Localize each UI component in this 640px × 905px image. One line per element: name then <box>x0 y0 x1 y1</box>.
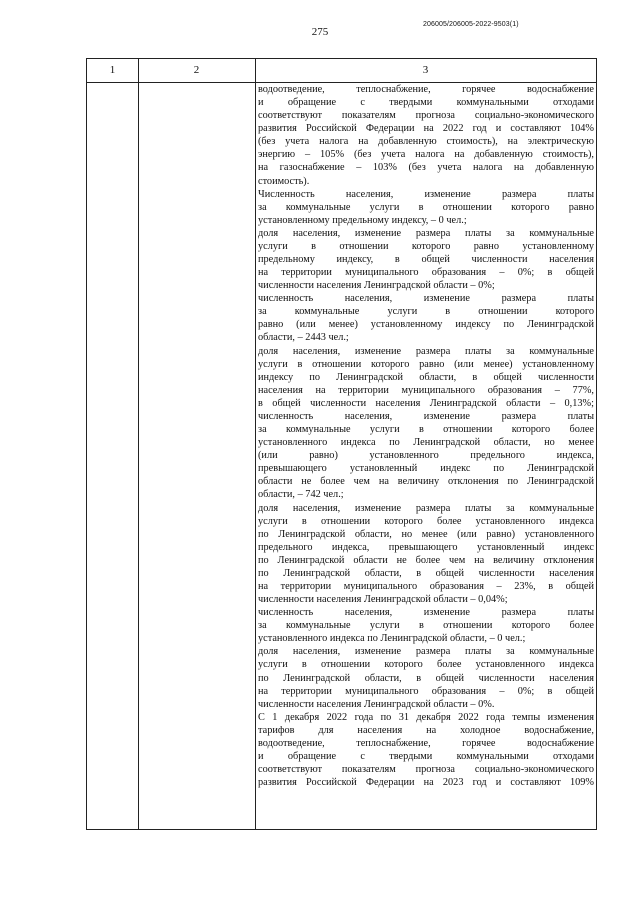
text-line: области, – 2443 чел.; <box>258 332 349 344</box>
text-line: установленного индекса по Ленинградской области, – 0 чел.; <box>258 633 526 645</box>
document-id: 206005/206005-2022-9503(1) <box>423 21 519 28</box>
text-line: на территории муниципального образования – 0%; в общей <box>258 267 594 279</box>
text-line: доля населения, изменение размера платы за коммунальные <box>258 227 594 239</box>
text-line: Численность населения, изменение размера платы <box>258 188 594 200</box>
text-line: на территории муниципального образования – 0%; в общей <box>258 685 594 697</box>
column-header-3: 3 <box>422 64 429 76</box>
text-line: численность населения, изменение размера платы <box>258 607 594 619</box>
text-line: услуги в отношении которого равно установленному <box>258 240 594 252</box>
text-line: за коммунальные услуги в отношении которого более <box>258 424 594 436</box>
page-number: 275 <box>311 26 329 38</box>
text-line: доля населения, изменение размера платы за коммунальные <box>258 502 594 514</box>
text-line: развития Российской Федерации на 2023 год и составляют 109% <box>258 777 594 789</box>
text-line: водоотведение, теплоснабжение, горячее водоснабжение <box>258 737 594 749</box>
text-line: численности населения Ленинградской области – 0,04%; <box>258 594 508 606</box>
text-line: развития Российской Федерации на 2022 год и составляют 104% <box>258 123 594 135</box>
text-line: доля населения, изменение размера платы за коммунальные <box>258 345 594 357</box>
text-line: соответствуют показателям прогноза социально-экономического <box>258 110 594 122</box>
column-header-2: 2 <box>193 64 200 76</box>
text-line: численность населения, изменение размера платы <box>258 293 594 305</box>
text-line: предельному индексу, в общей численности населения <box>258 254 594 266</box>
text-line: по Ленинградской области не более чем на величину отклонения <box>258 554 594 566</box>
text-line: численности населения Ленинградской области – 0%; <box>258 280 495 292</box>
text-line: индексу по Ленинградской области, в общей численности <box>258 371 594 383</box>
text-line: численность населения, изменение размера платы <box>258 410 594 422</box>
text-line: области, – 742 чел.; <box>258 489 344 501</box>
text-line: области не более чем на величину отклонения по Ленинградской <box>258 476 594 488</box>
text-line: в общей численности населения Ленинградской области – 0,13%; <box>258 397 594 409</box>
text-line: и обращение с твердыми коммунальными отходами <box>258 97 594 109</box>
column-header-1: 1 <box>109 64 116 76</box>
text-line: по Ленинградской области, в общей численности населения <box>258 672 594 684</box>
text-line: (или равно) установленного предельного индекса, <box>258 450 594 462</box>
text-line: доля населения, изменение размера платы за коммунальные <box>258 646 594 658</box>
text-line: услуги в отношении которого равно (или менее) установленному <box>258 358 594 370</box>
text-line: соответствуют показателям прогноза социально-экономического <box>258 764 594 776</box>
text-line: стоимость). <box>258 175 310 187</box>
text-line: превышающего установленный индекс по Ленинградской <box>258 463 594 475</box>
text-line: и обращение с твердыми коммунальными отходами <box>258 750 594 762</box>
text-line: энергию – 105% (без учета налога на добавленную стоимость), <box>258 149 594 161</box>
text-line: населения на территории муниципального образования – 77%, <box>258 384 594 396</box>
column-divider <box>255 59 256 829</box>
content-table <box>86 58 597 830</box>
text-line: по Ленинградской области, но менее (или равно) установленного <box>258 528 594 540</box>
text-line: С 1 декабря 2022 года по 31 декабря 2022 года темпы изменения <box>258 711 594 723</box>
text-line: численности населения Ленинградской области – 0%. <box>258 698 495 710</box>
text-line: за коммунальные услуги в отношении которого более <box>258 620 594 632</box>
text-line: установленному предельному индексу, – 0 чел.; <box>258 214 467 226</box>
text-line: за коммунальные услуги в отношении которого равно <box>258 201 594 213</box>
text-line: за коммунальные услуги в отношении которого <box>258 306 594 318</box>
text-line: установленного индекса по Ленинградской области, но менее <box>258 437 594 449</box>
text-line: (без учета налога на добавленную стоимость), на электрическую <box>258 136 594 148</box>
text-line: предельного индекса, превышающего установленный индекс <box>258 541 594 553</box>
table-header-row <box>87 59 596 83</box>
text-line: услуги в отношении которого более установленного индекса <box>258 659 594 671</box>
text-line: по Ленинградской области, в общей численности населения <box>258 567 594 579</box>
text-line: равно (или менее) установленному индексу по Ленинградской <box>258 319 594 331</box>
text-line: на территории муниципального образования – 23%, в общей <box>258 580 594 592</box>
column-3-text <box>258 83 594 789</box>
text-line: тарифов для населения на холодное водоснабжение, <box>258 724 594 736</box>
text-line: услуги в отношении которого более установленного индекса <box>258 515 594 527</box>
column-divider <box>138 59 139 829</box>
text-line: на газоснабжение – 103% (без учета налога на добавленную <box>258 162 594 174</box>
text-line: водоотведение, теплоснабжение, горячее водоснабжение <box>258 84 594 95</box>
